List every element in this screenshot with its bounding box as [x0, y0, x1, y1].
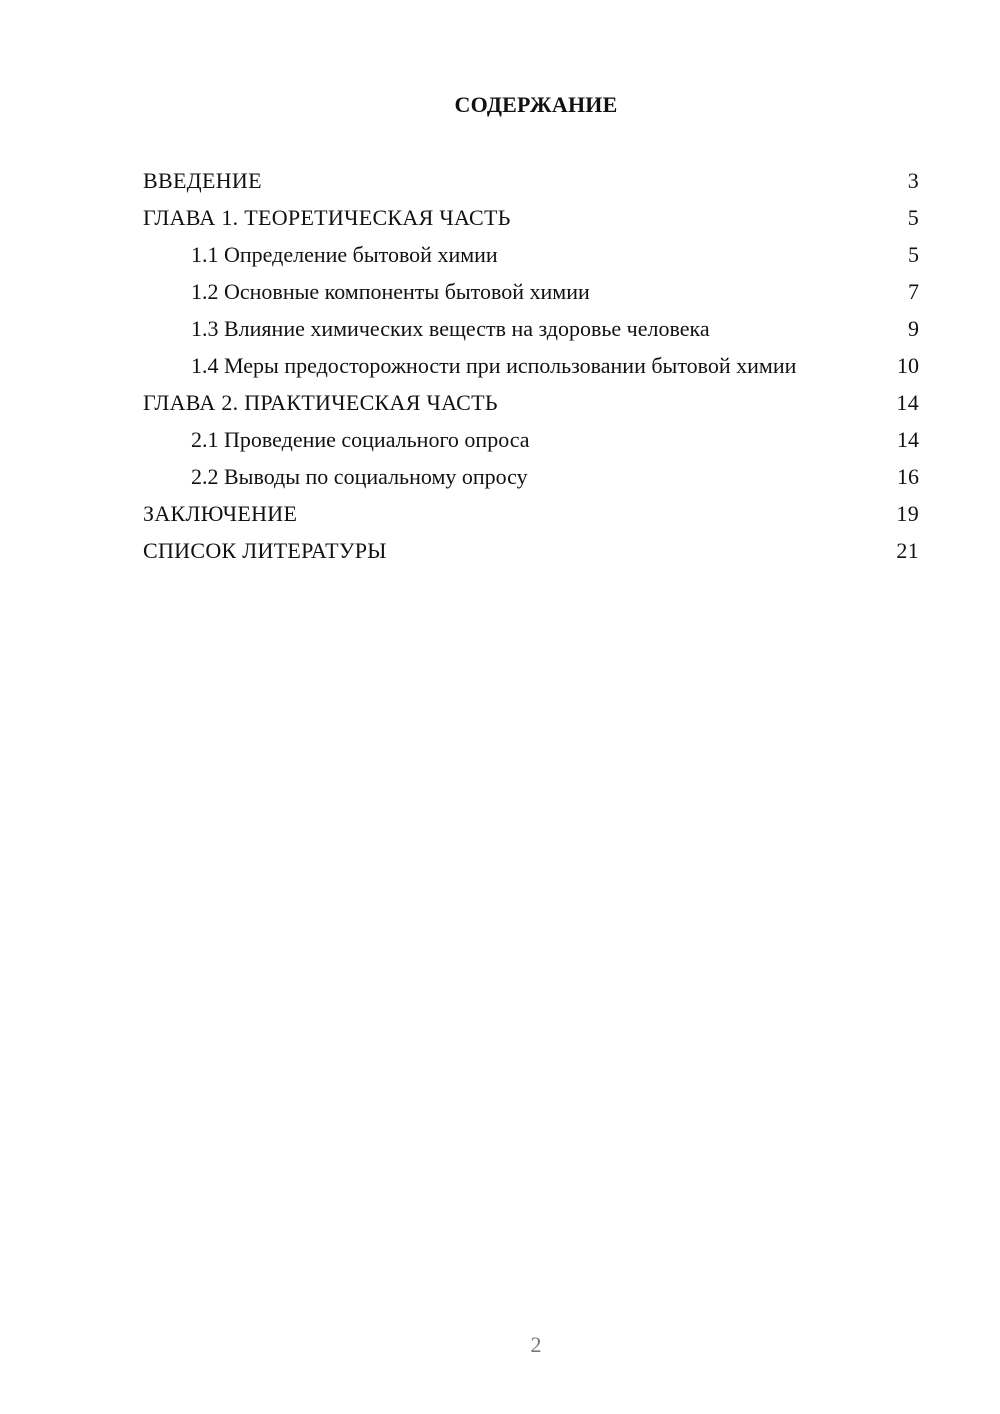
- toc-entry-introduction[interactable]: [143, 168, 919, 194]
- toc-entry-text: 1.1 Определение бытовой химии: [191, 242, 498, 267]
- toc-entry-text: 1.4 Меры предосторожности при использовании бытовой химии: [191, 353, 797, 378]
- toc-entry-page: 19: [896, 501, 919, 526]
- toc-entry-page: 9: [908, 316, 919, 341]
- toc-entry-text: ГЛАВА 1. ТЕОРЕТИЧЕСКАЯ ЧАСТЬ: [143, 205, 511, 230]
- toc-entry-page: 10: [897, 353, 919, 378]
- toc-entry-page: 14: [896, 390, 919, 415]
- toc-entry-text: 1.3 Влияние химических веществ на здоровье человека: [191, 316, 710, 341]
- toc-entry-page: 5: [908, 242, 919, 267]
- toc-entry-page: 14: [897, 427, 919, 452]
- toc-entry-text: 2.2 Выводы по социальному опросу: [191, 464, 528, 489]
- toc-entry-section-2-2[interactable]: [143, 464, 919, 490]
- toc-entry-chapter-2[interactable]: [143, 390, 919, 416]
- toc-entry-text: ВВЕДЕНИЕ: [143, 168, 262, 193]
- toc-entry-conclusion[interactable]: [143, 501, 919, 527]
- toc-entry-chapter-1[interactable]: [143, 205, 919, 231]
- toc-entry-text: 1.2 Основные компоненты бытовой химии: [191, 279, 590, 304]
- toc-entry-text: СПИСОК ЛИТЕРАТУРЫ: [143, 538, 387, 563]
- toc-entry-section-1-1[interactable]: [143, 242, 919, 268]
- toc-title: СОДЕРЖАНИЕ: [454, 92, 618, 117]
- toc-entry-page: 16: [897, 464, 919, 489]
- toc-entry-section-1-3[interactable]: [143, 316, 919, 342]
- toc-entry-text: ЗАКЛЮЧЕНИЕ: [143, 501, 298, 526]
- toc-entry-text: 2.1 Проведение социального опроса: [191, 427, 530, 452]
- toc-entry-text: ГЛАВА 2. ПРАКТИЧЕСКАЯ ЧАСТЬ: [143, 390, 498, 415]
- toc-entry-page: 3: [907, 168, 919, 193]
- toc-entry-page: 7: [908, 279, 919, 304]
- toc-entry-section-1-2[interactable]: [143, 279, 919, 305]
- toc-entry-references[interactable]: [143, 538, 919, 564]
- toc-entry-page: 5: [907, 205, 919, 230]
- toc-entry-page: 21: [896, 538, 919, 563]
- toc-entry-section-1-4[interactable]: [143, 353, 919, 379]
- page-number: 2: [530, 1332, 542, 1357]
- table-of-contents: [143, 168, 919, 575]
- toc-entry-section-2-1[interactable]: [143, 427, 919, 453]
